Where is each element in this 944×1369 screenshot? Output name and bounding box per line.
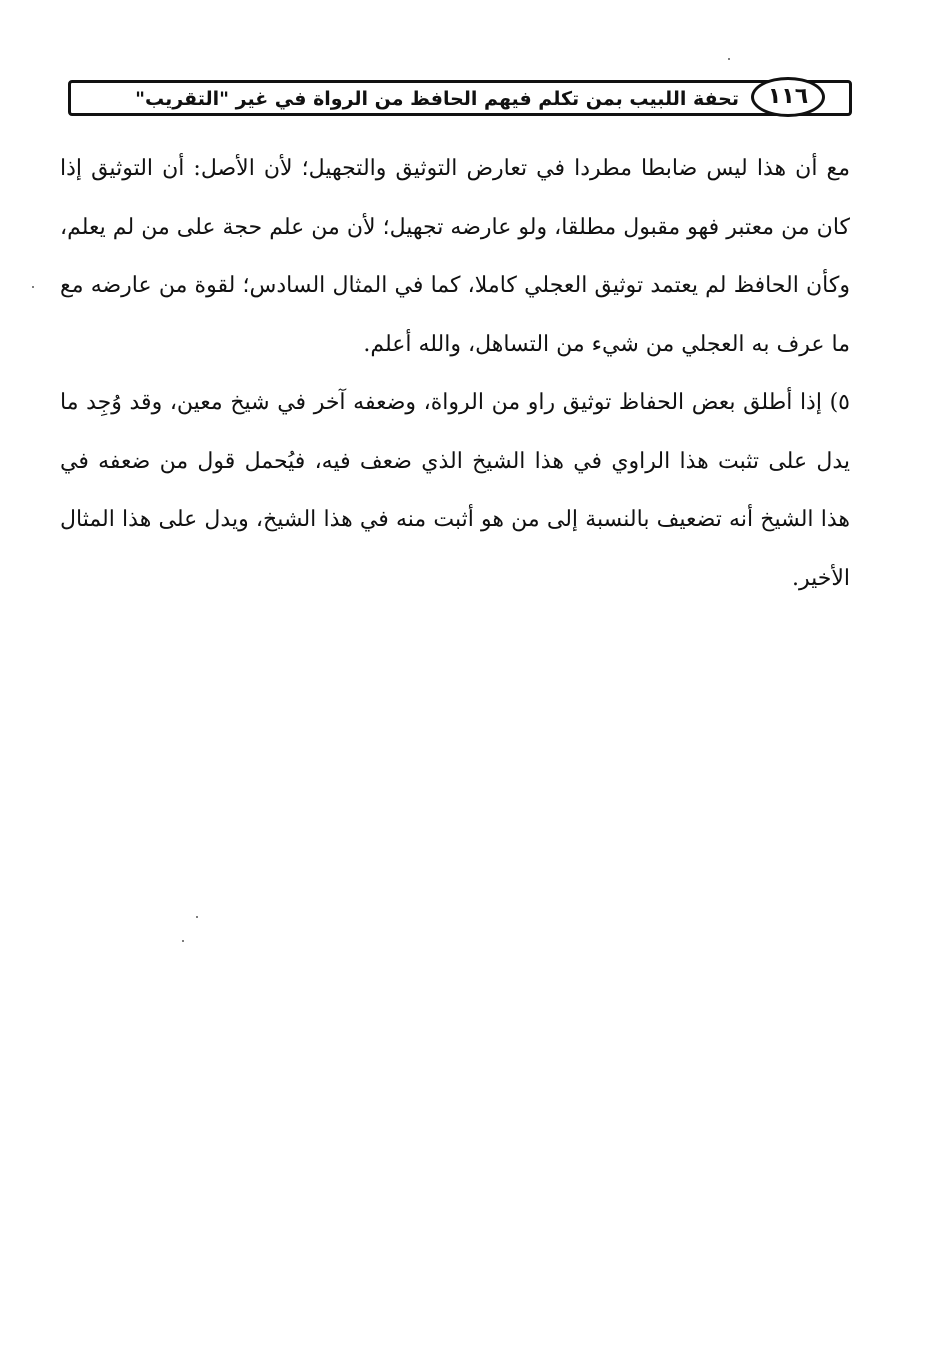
scan-speck: [728, 58, 730, 60]
scan-speck: [196, 916, 198, 918]
paragraph: ٥) إذا أطلق بعض الحفاظ توثيق راو من الرواة، وضعفه آخر في شيخ معين، وقد وُجِد ما يدل على تثبت هذا الراوي في هذا الشيخ الذي ضعف فيه، فيُحمل قول من ضعفه في هذا الشيخ أنه تضعيف بالنسبة إلى من هو أثبت منه في هذا الشيخ، ويدل على هذا المثال الأخير.: [60, 390, 850, 591]
page-number: ١١٦: [751, 77, 825, 117]
scan-speck: [182, 940, 184, 942]
running-header: [68, 80, 852, 116]
scan-speck: [32, 286, 34, 288]
body-text: [60, 140, 850, 608]
paragraph: مع أن هذا ليس ضابطا مطردا في تعارض التوثيق والتجهيل؛ لأن الأصل: أن التوثيق إذا كان من معتبر فهو مقبول مطلقا، ولو عارضه تجهيل؛ لأن من علم حجة على من لم يعلم، وكأن الحافظ لم يعتمد توثيق العجلي كاملا، كما في المثال السادس؛ لقوة من عارضه مع ما عرف به العجلي من شيء من التساهل، والله أعلم.: [60, 156, 850, 357]
header-title: تحفة اللبيب بمن تكلم فيهم الحافظ من الرواة في غير "التقريب": [135, 88, 739, 110]
